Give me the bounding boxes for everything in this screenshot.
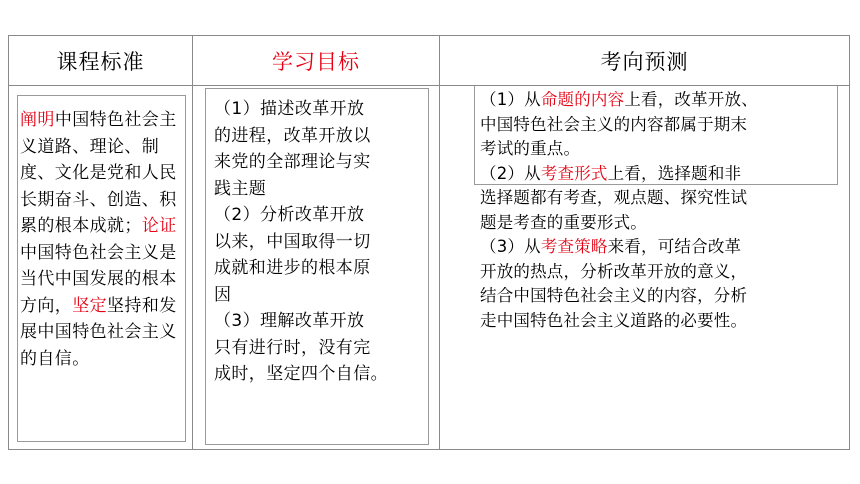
goals-text: [206, 89, 428, 388]
header-prediction: [440, 35, 850, 86]
prediction-item-3-keyword: 考查策略: [540, 237, 608, 256]
standard-part-1: 中国特色社会主义道路、理论、制度、文化是党和人民长期奋斗、创造、积累的根本成就；: [20, 110, 177, 236]
goal-line: 以来，中国取得一切: [214, 231, 371, 252]
prediction-item-1-keyword: 命题的内容: [540, 90, 625, 109]
prediction-text: [480, 88, 850, 333]
goal-line: （1）描述改革开放: [214, 99, 365, 119]
header-prediction-text: 考向预测: [600, 49, 689, 74]
prediction-item-2-keyword: 考查形式: [540, 163, 608, 183]
goals-box: [205, 88, 429, 445]
prediction-line: 题是考查的重要形式。: [480, 212, 647, 232]
goals-cell: [193, 86, 440, 450]
goal-line: 的进程，改革开放以: [214, 125, 371, 146]
standard-text: [18, 96, 185, 372]
prediction-item-3-lead: （3）从: [480, 237, 541, 256]
prediction-line: 开放的热点，分析改革开放的意义，: [480, 261, 748, 281]
prediction-line: 结合中国特色社会主义的内容，分析: [480, 286, 748, 305]
prediction-item-3-line: [480, 235, 850, 260]
header-goals: [193, 35, 440, 86]
header-goals-text: 学习目标: [272, 49, 360, 74]
goal-line: （3）理解改革开放: [214, 311, 365, 331]
standard-cell: [8, 86, 193, 450]
goal-line: 成时，坚定四个自信。: [214, 364, 388, 384]
goal-line: 来党的全部理论与实: [214, 152, 371, 172]
standard-part-2: 中国特色社会主义是当代中国发展的根本方向，: [20, 242, 177, 316]
prediction-item-1-rest: 上看，改革开放、: [624, 90, 758, 109]
prediction-item-2-lead: （2）从: [480, 163, 541, 183]
prediction-line: 选择题都有考查，观点题、探究性试: [480, 188, 748, 207]
syllabus-table: [8, 35, 850, 450]
standard-part-3: 坚持和发展中国特色社会主义的自信。: [20, 295, 177, 369]
prediction-item-1-line: [480, 88, 850, 113]
keyword-elaborate: 阐明: [20, 110, 55, 130]
prediction-line: 考试的重点。: [480, 139, 581, 158]
prediction-item-3-rest: 来看，可结合改革: [607, 237, 742, 256]
goal-line: 践主题: [214, 178, 267, 199]
goal-line: 只有进行时，没有完: [214, 337, 371, 358]
prediction-cell: [440, 86, 850, 450]
prediction-line: 中国特色社会主义的内容都属于期末: [480, 114, 748, 134]
prediction-item-2-line: [480, 162, 850, 187]
prediction-item-2-rest: 上看，选择题和非: [607, 163, 742, 183]
goal-line: 成就和进步的根本原: [214, 258, 371, 278]
header-standard: [8, 35, 193, 86]
keyword-argue: 论证: [141, 216, 177, 236]
header-standard-text: 课程标准: [56, 49, 145, 74]
goal-line: （2）分析改革开放: [214, 205, 365, 225]
goal-line: 因: [214, 284, 232, 305]
standard-box: [17, 95, 186, 442]
prediction-item-1-lead: （1）从: [480, 90, 541, 109]
keyword-firm: 坚定: [72, 295, 108, 316]
prediction-line: 走中国特色社会主义道路的必要性。: [480, 310, 748, 330]
